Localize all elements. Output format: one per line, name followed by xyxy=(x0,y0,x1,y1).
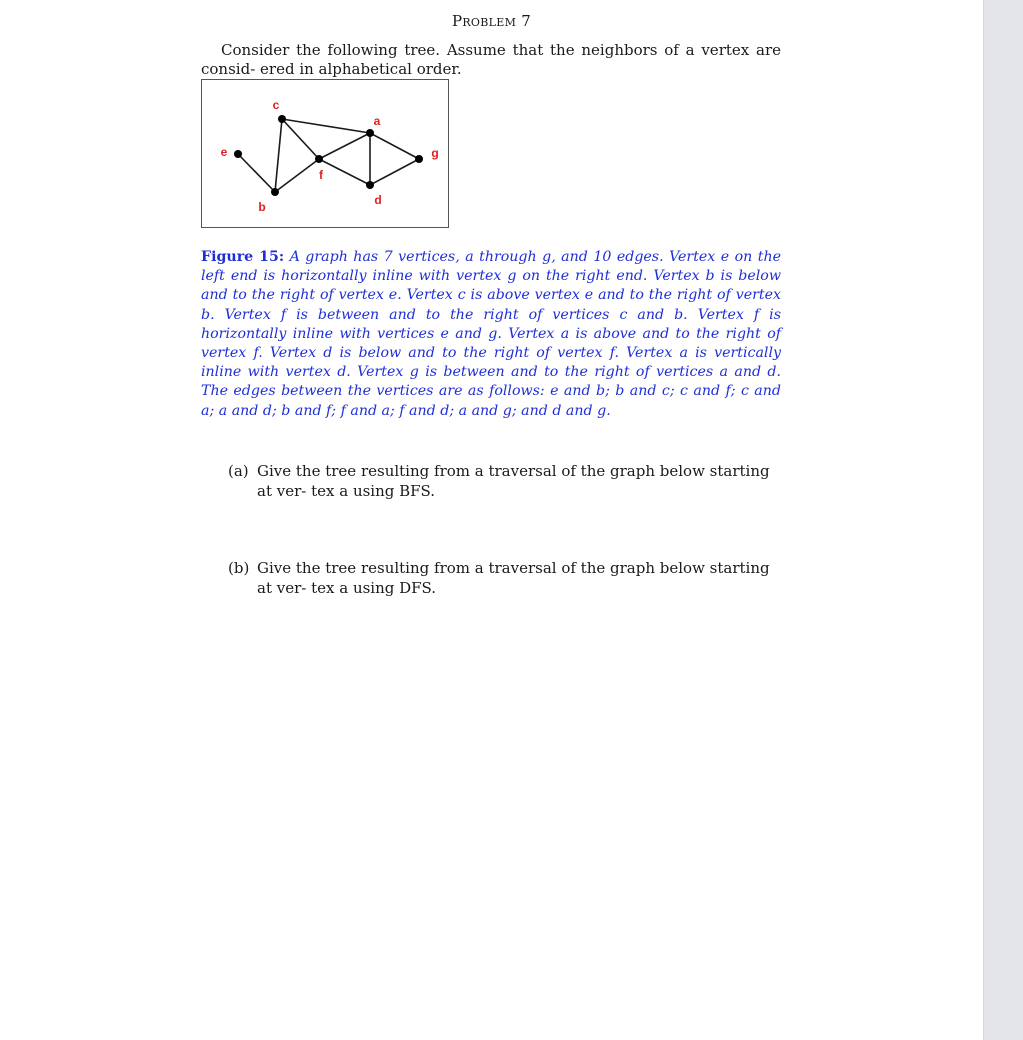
vertex-f xyxy=(315,155,323,163)
part-a-marker: (a) xyxy=(228,462,249,480)
graph-svg xyxy=(202,80,450,229)
edge-d-g xyxy=(370,159,419,185)
vertex-g xyxy=(415,155,423,163)
vertex-label-f: f xyxy=(319,168,323,182)
vertex-label-d: d xyxy=(374,193,382,207)
vertical-scrollbar[interactable] xyxy=(983,0,1023,1040)
caption-label: Figure 15: xyxy=(201,249,285,265)
part-b-marker: (b) xyxy=(228,559,250,577)
caption-text: A graph has 7 vertices, a through g, and 10 edges. Vertex e on the left end is horizontally inline with vertex g on the right end. Vertex b is below and to the right of vertex e. Vertex c is above vertex e and to the right of vertex b. Vertex f is between and to the right of vertices c and b. Vertex f is horizontally inline with vertices e and g. Vertex a is above and to the right of vertex f. Vertex d is below and to the right of vertex f. Vertex a is vertically inline with vertex d. Vertex g is between and to the right of vertices a and d. The edges between the vertices are as follows: e and b; b and c; c and f; c and a; a and d; b and f; f and a; f and d; a and g; and d and g. xyxy=(201,249,782,419)
vertex-c xyxy=(278,115,286,123)
intro-paragraph xyxy=(201,41,781,79)
problem-title: Problem 7 xyxy=(451,12,532,30)
edge-b-c xyxy=(275,119,282,192)
vertex-d xyxy=(366,181,374,189)
vertex-label-e: e xyxy=(220,145,228,159)
vertex-label-a: a xyxy=(373,114,381,128)
intro-text: Consider the following tree. Assume that the neighbors of a vertex are consid- ered in alphabetical order. xyxy=(201,41,781,78)
edge-f-d xyxy=(319,159,370,185)
question-part-a xyxy=(228,462,781,501)
graph-edges xyxy=(238,119,419,192)
vertex-label-g: g xyxy=(431,146,439,160)
edge-e-b xyxy=(238,154,275,192)
vertex-b xyxy=(271,188,279,196)
vertex-e xyxy=(234,150,242,158)
vertex-label-b: b xyxy=(258,200,266,214)
vertex-label-c: c xyxy=(272,98,280,112)
vertex-a xyxy=(366,129,374,137)
edge-c-f xyxy=(282,119,319,159)
edge-b-f xyxy=(275,159,319,192)
edge-a-g xyxy=(370,133,419,159)
edge-c-a xyxy=(282,119,370,133)
figure-caption xyxy=(201,248,781,421)
edge-f-a xyxy=(319,133,370,159)
part-a-text: Give the tree resulting from a traversal of the graph below starting at ver- tex a using BFS. xyxy=(257,462,770,500)
problem-heading xyxy=(0,12,983,30)
part-b-text: Give the tree resulting from a traversal of the graph below starting at ver- tex a using DFS. xyxy=(257,559,770,597)
question-part-b xyxy=(228,559,781,598)
graph-figure xyxy=(201,79,449,228)
